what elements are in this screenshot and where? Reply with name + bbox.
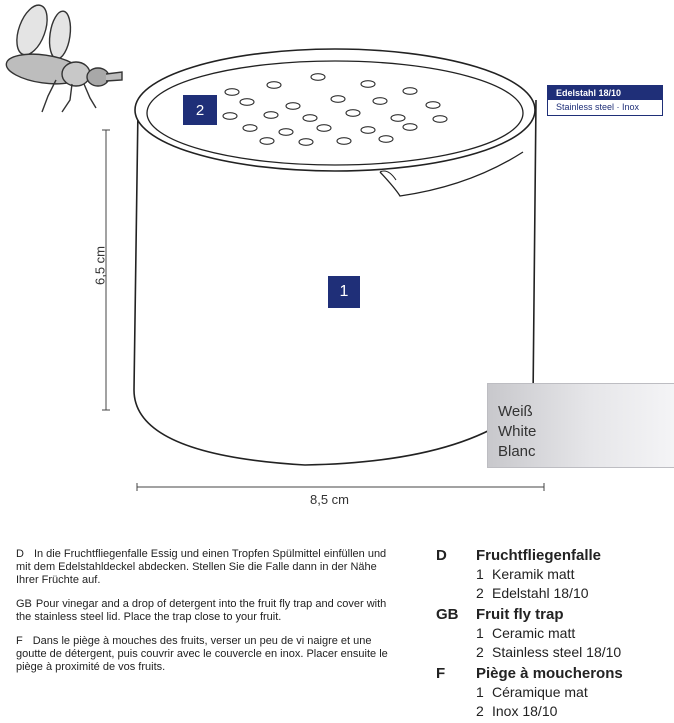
part-label-lid: 2 (183, 95, 217, 125)
color-name-de: Weiß (498, 403, 533, 420)
lid-hole (267, 82, 281, 89)
lid-hole (286, 103, 300, 110)
lid-hole (433, 116, 447, 123)
legend-item-text: Stainless steel 18/10 (492, 644, 622, 660)
lid-hole (311, 74, 325, 81)
color-name-gb: White (498, 423, 537, 440)
legend-de (436, 546, 672, 603)
instruction-text: Dans le piège à mouches des fruits, verser un peu de vi naigre et une goutte de détergent, puis couvrir avec le couvercle en inox. Placer ensuite le piège à proximité de vos fruits. (16, 635, 388, 673)
legend-item-number: 1 (476, 625, 484, 641)
lid-hole (299, 139, 313, 146)
language-code: GB (16, 598, 32, 610)
legend-item (436, 643, 672, 662)
lid-hole (225, 89, 239, 96)
lid-hole (243, 125, 257, 132)
language-code: GB (436, 606, 459, 623)
color-swatch (487, 383, 674, 468)
lid-hole (403, 124, 417, 131)
legend-item-number: 2 (476, 703, 484, 719)
lid-hole (403, 88, 417, 95)
color-name-fr: Blanc (498, 443, 536, 460)
width-dimension-line (137, 483, 544, 491)
parts-legend (436, 546, 672, 723)
lid-hole (391, 115, 405, 122)
legend-title: Fruit fly trap (476, 606, 564, 623)
instruction-de (16, 548, 388, 587)
lid-hole (260, 138, 274, 145)
lid-hole (264, 112, 278, 119)
instructions-text (16, 548, 388, 685)
lid-hole (331, 96, 345, 103)
legend-item-text: Edelstahl 18/10 (492, 585, 589, 601)
legend-item (436, 584, 672, 603)
lid-hole (426, 102, 440, 109)
language-code: D (436, 547, 447, 564)
width-dimension-label: 8,5 cm (310, 492, 350, 507)
legend-item (436, 565, 672, 584)
legend-item-text: Keramik matt (492, 566, 575, 582)
legend-title: Piège à moucherons (476, 665, 623, 682)
legend-item (436, 683, 672, 702)
lid-hole (346, 110, 360, 117)
legend-item-text: Céramique mat (492, 684, 588, 700)
fruit-fly-icon (4, 1, 122, 112)
legend-item-text: Ceramic matt (492, 625, 576, 641)
material-tag-title: Edelstahl 18/10 (548, 86, 662, 100)
part-label-body: 1 (328, 276, 360, 308)
legend-item-number: 2 (476, 644, 484, 660)
legend-title: Fruchtfliegenfalle (476, 547, 602, 564)
legend-item-number: 1 (476, 684, 484, 700)
legend-item-number: 1 (476, 566, 484, 582)
language-code: F (16, 635, 23, 647)
lid-hole (223, 113, 237, 120)
legend-item (436, 702, 672, 721)
material-tag (547, 85, 663, 116)
lid-hole (303, 115, 317, 122)
legend-gb (436, 605, 672, 662)
instruction-gb (16, 598, 388, 624)
language-code: D (16, 548, 24, 560)
language-code: F (436, 665, 446, 682)
instruction-fr (16, 635, 388, 674)
legend-item (436, 624, 672, 643)
legend-fr (436, 664, 672, 721)
lid-hole (279, 129, 293, 136)
legend-item-text: Inox 18/10 (492, 703, 558, 719)
lid-hole (361, 81, 375, 88)
legend-item-number: 2 (476, 585, 484, 601)
instruction-text: Pour vinegar and a drop of detergent into the fruit fly trap and cover with the stainless steel lid. Place the trap close to your fruit. (16, 598, 387, 623)
lid-hole (337, 138, 351, 145)
lid-hole (240, 99, 254, 106)
lid-hole (373, 98, 387, 105)
material-tag-subtitle: Stainless steel · Inox (556, 102, 640, 112)
lid-hole (317, 125, 331, 132)
height-dimension-label: 6,5 cm (92, 246, 108, 286)
lid-hole (379, 136, 393, 143)
lid-hole (361, 127, 375, 134)
instruction-text: In die Fruchtfliegenfalle Essig und einen Tropfen Spülmittel einfüllen und mit dem Edelstahldeckel abdecken. Stellen Sie die Falle dann in der Nähe Ihrer Früchte auf. (16, 548, 387, 586)
